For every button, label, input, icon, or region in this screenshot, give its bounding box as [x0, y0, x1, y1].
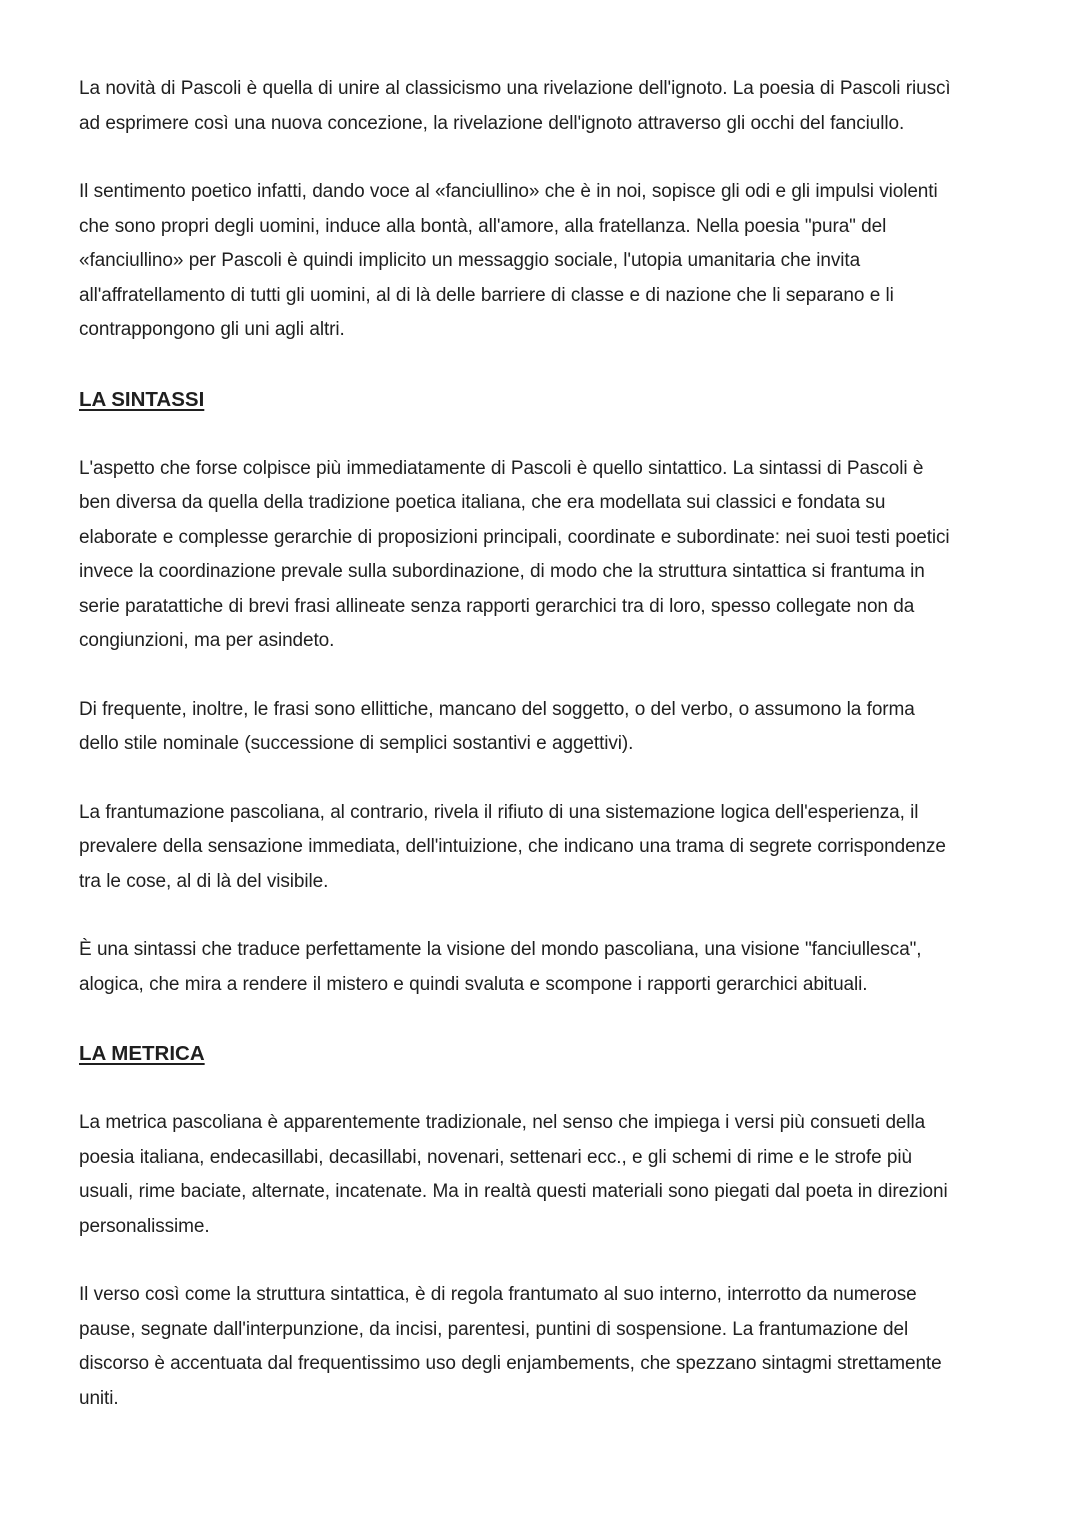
sintassi-paragraph-2: Di frequente, inoltre, le frasi sono ellittiche, mancano del soggetto, o del verbo, o assumono la forma dello stile nominale (successione di semplici sostantivi e aggettivi).	[79, 698, 915, 754]
metrica-paragraph-1: La metrica pascoliana è apparentemente tradizionale, nel senso che impiega i versi più consueti della poesia italiana, endecasillabi, decasillabi, novenari, settenari ecc., e gli schemi di rime e le strofe più usuali, rime baciate, alternate, incatenate. Ma in realtà questi materiali sono piegati dal poeta in direzioni personalissime.	[79, 1112, 948, 1237]
metrica-paragraph-2: Il verso così come la struttura sintattica, è di regola frantumato al suo interno, interrotto da numerose pause, segnate dall'interpunzione, da incisi, parentesi, puntini di sospensione. La frantumazione del discorso è accentuata dal frequentissimo uso degli enjambements, che spezzano sintagmi strettamente uniti.	[79, 1284, 942, 1409]
section-heading-sintassi: LA SINTASSI	[79, 387, 205, 411]
sintassi-paragraph-3: La frantumazione pascoliana, al contrario, rivela il rifiuto di una sistemazione logica dell'esperienza, il prevalere della sensazione immediata, dell'intuizione, che indicano una trama di segrete corrispondenze tra le cose, al di là del visibile.	[79, 801, 946, 892]
intro-paragraph-1: La novità di Pascoli è quella di unire al classicismo una rivelazione dell'ignoto. La poesia di Pascoli riuscì ad esprimere così una nuova concezione, la rivelazione dell'ignoto attraverso gli occhi del fanciullo.	[79, 78, 951, 134]
intro-paragraph-2: Il sentimento poetico infatti, dando voce al «fanciullino» che è in noi, sopisce gli odi e gli impulsi violenti che sono propri degli uomini, induce alla bontà, all'amore, alla fratellanza. Nella poesia "pura" del «fanciullino» per Pascoli è quindi implicito un messaggio sociale, l'utopia umanitaria che invita all'affratellamento di tutti gli uomini, al di là delle barriere di classe e di nazione che li separano e li contrappongono gli uni agli altri.	[79, 181, 938, 340]
section-heading-metrica: LA METRICA	[79, 1042, 205, 1065]
sintassi-paragraph-4: È una sintassi che traduce perfettamente la visione del mondo pascoliana, una visione "fanciullesca", alogica, che mira a rendere il mistero e quindi svaluta e scompone i rapporti gerarchici abituali.	[79, 939, 922, 995]
sintassi-paragraph-1: L'aspetto che forse colpisce più immediatamente di Pascoli è quello sintattico. La sintassi di Pascoli è ben diversa da quella della tradizione poetica italiana, che era modellata sui classici e fondata su elaborate e complesse gerarchie di proposizioni principali, coordinate e subordinate: nei suoi testi poetici invece la coordinazione prevale sulla subordinazione, di modo che la struttura sintattica si frantuma in serie paratattiche di brevi frasi allineate senza rapporti gerarchici tra di loro, spesso collegate non da congiunzioni, ma per asindeto.	[79, 457, 950, 651]
